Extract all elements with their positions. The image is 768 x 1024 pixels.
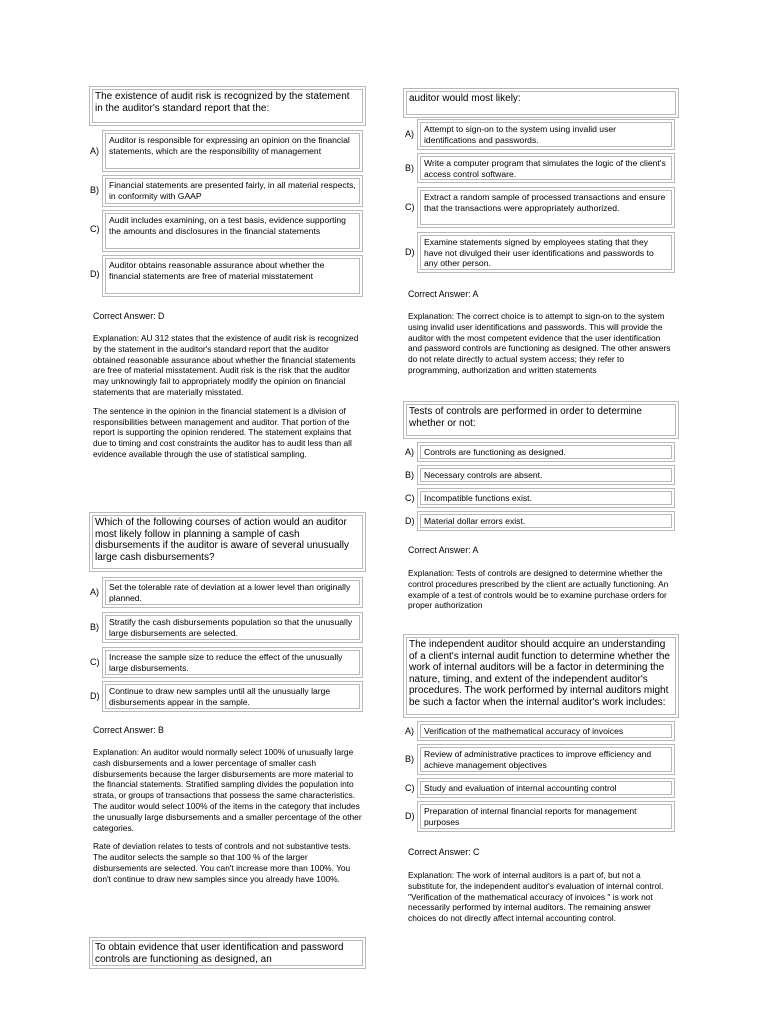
option-letter: D) xyxy=(90,269,100,279)
q2-option-b[interactable] xyxy=(90,612,365,643)
q4-option-b[interactable] xyxy=(405,465,677,485)
q5-option-c[interactable] xyxy=(405,778,677,798)
q4-option-d[interactable] xyxy=(405,511,677,531)
option-text: Audit includes examining, on a test basis, evidence supporting the amounts and disclosures in the financial statements xyxy=(105,213,360,249)
option-text: Stratify the cash disbursements population so that the unusually large disbursements are selected. xyxy=(105,615,360,640)
q5-explanation xyxy=(408,870,675,932)
q5-option-b[interactable] xyxy=(405,744,677,775)
option-letter: D) xyxy=(405,516,415,526)
q2-question-text: Which of the following courses of action would an auditor most likely follow in planning a sample of cash disbursements if the auditor is aware of several unusually large cash disbursements? xyxy=(92,515,363,569)
option-letter: C) xyxy=(90,224,100,234)
option-text: Verification of the mathematical accuracy of invoices xyxy=(420,724,672,738)
option-letter: B) xyxy=(90,622,99,632)
option-text: Incompatible functions exist. xyxy=(420,491,672,505)
q5-option-a[interactable] xyxy=(405,721,677,741)
option-letter: C) xyxy=(405,783,415,793)
q4-question-box xyxy=(403,401,679,439)
option-letter: D) xyxy=(405,811,415,821)
q4-question-text: Tests of controls are performed in order to determine whether or not: xyxy=(406,404,676,436)
q5-option-d[interactable] xyxy=(405,801,677,832)
option-text: Auditor obtains reasonable assurance about whether the financial statements are free of material misstatement xyxy=(105,258,360,294)
option-text: Financial statements are presented fairly, in all material respects, in conformity with GAAP xyxy=(105,178,360,204)
option-letter: D) xyxy=(405,247,415,257)
q2-question-box xyxy=(89,512,366,572)
option-text: Continue to draw new samples until all the unusually large disbursements appear in the sample. xyxy=(105,684,360,709)
q3-correct-answer: Correct Answer: A xyxy=(408,289,479,299)
explanation-paragraph: Explanation: AU 312 states that the existence of audit risk is recognized by the statement in the auditor's standard report that the auditor obtained reasonable assurance about whether the financial statements are free of material misstatement. Audit risk is the risk that the auditor may unknowingly fail to appropriately modify the opinion on financial statements that are materially misstated. xyxy=(93,333,359,397)
q4-explanation xyxy=(408,568,675,619)
q1-option-d[interactable] xyxy=(90,255,365,297)
q2-explanation xyxy=(93,747,363,893)
option-letter: A) xyxy=(90,587,99,597)
option-letter: B) xyxy=(405,163,414,173)
q3-option-d[interactable] xyxy=(405,232,677,273)
option-text: Study and evaluation of internal accounting control xyxy=(420,781,672,795)
q1-question-box xyxy=(89,86,366,126)
q2-option-a[interactable] xyxy=(90,577,365,608)
q4-option-c[interactable] xyxy=(405,488,677,508)
option-text: Set the tolerable rate of deviation at a lower level than originally planned. xyxy=(105,580,360,605)
option-letter: C) xyxy=(90,657,100,667)
q2-option-c[interactable] xyxy=(90,647,365,678)
q1-option-a[interactable] xyxy=(90,130,365,172)
option-text: Extract a random sample of processed transactions and ensure that the transactions were appropriately authorized. xyxy=(420,190,672,225)
q2-option-d[interactable] xyxy=(90,681,365,712)
q1-option-c[interactable] xyxy=(90,210,365,252)
option-text: Write a computer program that simulates the logic of the client's access control software. xyxy=(420,156,672,180)
option-letter: C) xyxy=(405,493,415,503)
explanation-paragraph: Explanation: An auditor would normally select 100% of unusually large cash disbursements and a lower percentage of smaller cash disbursements because the larger disbursements are more material to the financial statements. Stratified sampling divides the population into strata, or groups of transactions that possess the same characteristics. The auditor would select 100% of the items in the category that includes the unusually large disbursements and a smaller percentage of the other categories. xyxy=(93,747,362,833)
q1-option-b[interactable] xyxy=(90,175,365,207)
q3-option-a[interactable] xyxy=(405,119,677,150)
option-text: Controls are functioning as designed. xyxy=(420,445,672,459)
q1-explanation xyxy=(93,333,363,468)
q3-option-c[interactable] xyxy=(405,187,677,228)
q5-question-box xyxy=(403,634,679,718)
q1-question-text: The existence of audit risk is recognized by the statement in the auditor's standard report that the: xyxy=(92,89,363,123)
option-letter: B) xyxy=(405,754,414,764)
option-letter: A) xyxy=(405,129,414,139)
explanation-paragraph: Explanation: Tests of controls are designed to determine whether the control procedures prescribed by the client are actually functioning. An example of a test of controls would be to examine purchase orders for proper authorization xyxy=(408,568,669,611)
option-text: Auditor is responsible for expressing an opinion on the financial statements, which are the responsibility of management xyxy=(105,133,360,169)
option-text: Review of administrative practices to improve efficiency and achieve management objectives xyxy=(420,747,672,772)
q4-option-a[interactable] xyxy=(405,442,677,462)
option-text: Increase the sample size to reduce the effect of the unusually large disbursements. xyxy=(105,650,360,675)
explanation-paragraph: Explanation: The correct choice is to attempt to sign-on to the system using invalid user identifications and passwords. This will provide the auditor with the most competent evidence that the user identification and password controls are functioning as designed. The other answers do not relate directly to actual system access; they refer to programming, authorization and written statements xyxy=(408,311,671,375)
q3-explanation xyxy=(408,311,675,384)
option-letter: B) xyxy=(90,185,99,195)
option-letter: A) xyxy=(405,726,414,736)
q5-question-text: The independent auditor should acquire an understanding of a client's internal audit function to determine whether the work of internal auditors will be a factor in determining the nature, timing, and extent of the independent auditor's procedures. The work performed by internal auditors might be such a factor when the internal auditor's work includes: xyxy=(406,637,676,715)
q5-correct-answer: Correct Answer: C xyxy=(408,847,480,857)
option-letter: A) xyxy=(405,447,414,457)
option-text: Preparation of internal financial reports for management purposes xyxy=(420,804,672,829)
explanation-paragraph: The sentence in the opinion in the financial statement is a division of responsibilities between management and auditor. That portion of the report is supporting the opinion rendered. The statement explains that due to timing and cost constraints the auditor has to audit less than all evidence available through the use of statistical sampling. xyxy=(93,405,352,459)
option-letter: A) xyxy=(90,146,99,156)
option-text: Material dollar errors exist. xyxy=(420,514,672,528)
q4-correct-answer: Correct Answer: A xyxy=(408,545,479,555)
option-text: Attempt to sign-on to the system using invalid user identifications and passwords. xyxy=(420,122,672,147)
q2-correct-answer: Correct Answer: B xyxy=(93,725,164,735)
option-letter: C) xyxy=(405,202,415,212)
explanation-paragraph: Explanation: The work of internal auditors is a part of, but not a substitute for, the independent auditor's evaluation of internal control. "Verification of the mathematical accuracy of invoices " is work not necessarily performed by internal auditors. The remaining answer choices do not directly affect internal accounting control. xyxy=(408,870,664,924)
q1-correct-answer: Correct Answer: D xyxy=(93,311,165,321)
q3-continued-question-box xyxy=(403,88,679,118)
q3-question-box xyxy=(89,937,366,969)
q3-question-text: To obtain evidence that user identification and password controls are functioning as designed, an xyxy=(92,940,363,966)
q3-continued-question-text: auditor would most likely: xyxy=(406,91,676,115)
explanation-paragraph: Rate of deviation relates to tests of controls and not substantive tests. The auditor selects the sample so that 100 % of the larger disbursements are selected. You can't increase more than 100%. You don't continue to draw new samples since you already have 100%. xyxy=(93,841,351,884)
option-text: Examine statements signed by employees stating that they have not divulged their user identifications and passwords to any other person. xyxy=(420,235,672,270)
option-text: Necessary controls are absent. xyxy=(420,468,672,482)
option-letter: D) xyxy=(90,691,100,701)
option-letter: B) xyxy=(405,470,414,480)
q3-option-b[interactable] xyxy=(405,153,677,183)
